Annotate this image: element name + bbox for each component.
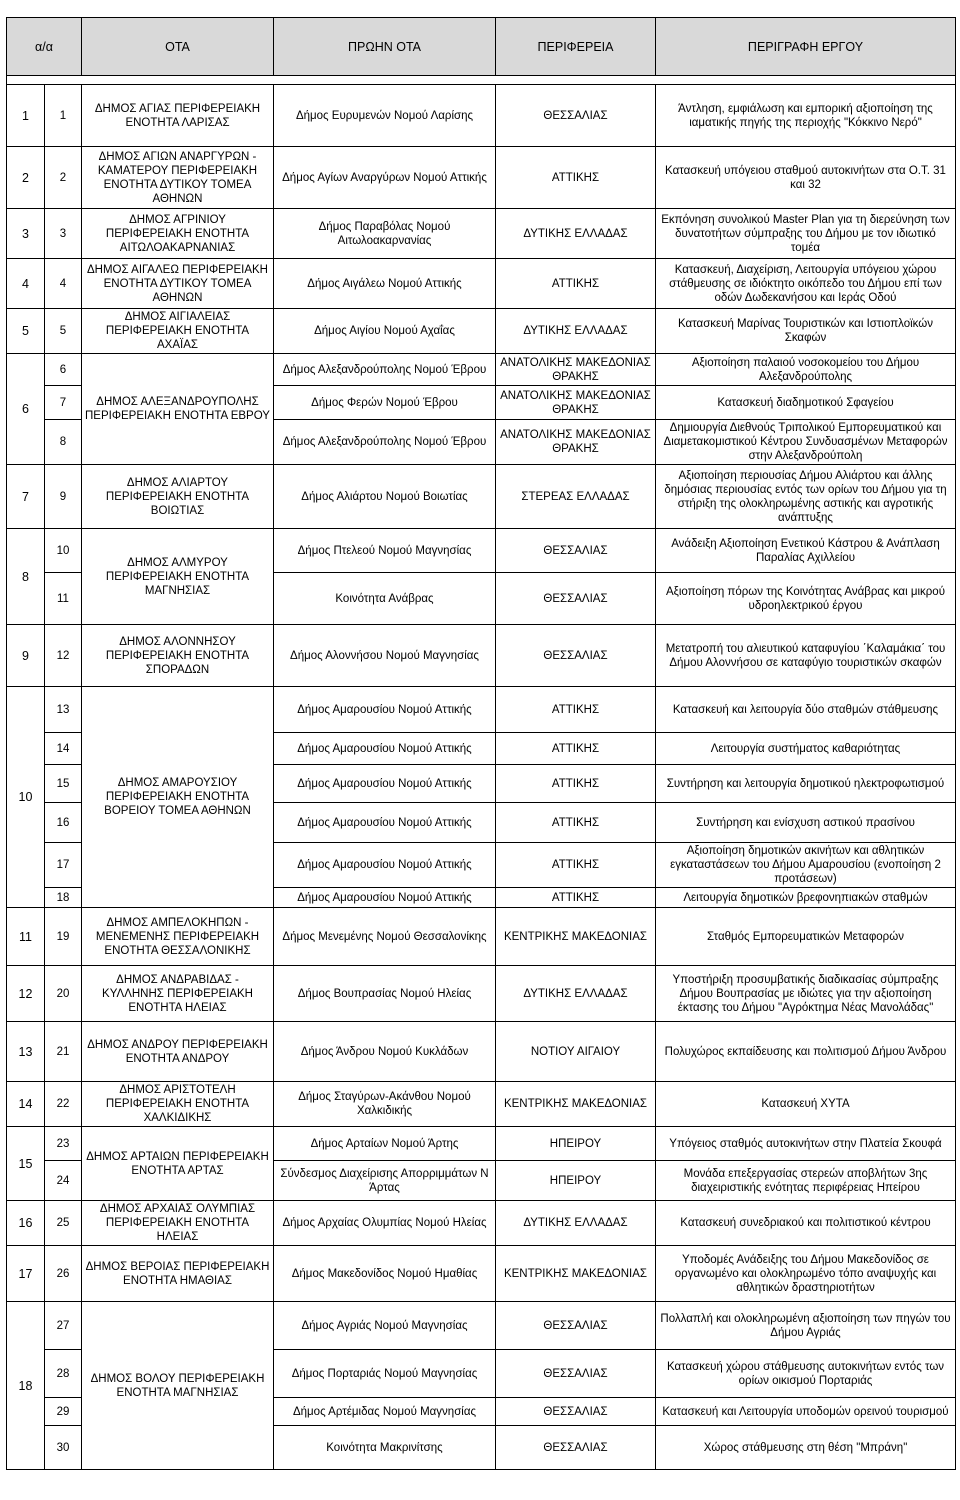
first-ota-cell: Δήμος Αμαρουσίου Νομού Αττικής [274,843,496,888]
region-cell: ΑΤΤΙΚΗΣ [496,147,656,209]
table-row [7,529,956,573]
group-number-cell: 10 [7,687,45,908]
table-row [7,85,956,147]
table-row [7,687,956,733]
region-cell: ΘΕΣΣΑΛΙΑΣ [496,1398,656,1426]
description-cell: Αξιοποίηση παλαιού νοσοκομείου του Δήμου Αλεξανδρούπολης [656,354,956,386]
table-row [7,1201,956,1246]
first-ota-cell: Δήμος Μενεμένης Νομού Θεσσαλονίκης [274,908,496,966]
table-row [7,209,956,259]
first-ota-cell: Δήμος Βουπρασίας Νομού Ηλείας [274,966,496,1022]
region-cell: ΘΕΣΣΑΛΙΑΣ [496,529,656,573]
row-number-cell: 14 [45,733,82,765]
region-cell: ΑΤΤΙΚΗΣ [496,765,656,803]
description-cell: Κατασκευή ΧΥΤΑ [656,1082,956,1127]
row-number-cell: 21 [45,1022,82,1082]
ota-cell: ΔΗΜΟΣ ΒΟΛΟΥ ΠΕΡΙΦΕΡΕΙΑΚΗ ΕΝΟΤΗΤΑ ΜΑΓΝΗΣΙΑΣ [82,1302,274,1470]
table-row [7,259,956,309]
ota-cell: ΔΗΜΟΣ ΑΡΧΑΙΑΣ ΟΛΥΜΠΙΑΣ ΠΕΡΙΦΕΡΕΙΑΚΗ ΕΝΟΤΗΤΑ ΗΛΕΙΑΣ [82,1201,274,1246]
description-cell: Αξιοποίηση πόρων της Κοινότητας Ανάβρας και μικρού υδροηλεκτρικού έργου [656,573,956,625]
row-number-cell: 9 [45,465,82,529]
first-ota-cell: Δήμος Αιγίου Νομού Αχαΐας [274,309,496,354]
region-cell: ΘΕΣΣΑΛΙΑΣ [496,1302,656,1350]
group-number-cell: 15 [7,1127,45,1201]
description-cell: Συντήρηση και ενίσχυση αστικού πρασίνου [656,803,956,843]
first-ota-cell: Δήμος Αρτέμιδας Νομού Μαγνησίας [274,1398,496,1426]
row-number-cell: 8 [45,420,82,465]
group-number-cell: 1 [7,85,45,147]
description-cell: Ανάδειξη Αξιοποίηση Ενετικού Κάστρου & Ανάπλαση Παραλίας Αχιλλείου [656,529,956,573]
ota-cell: ΔΗΜΟΣ ΑΡΙΣΤΟΤΕΛΗ ΠΕΡΙΦΕΡΕΙΑΚΗ ΕΝΟΤΗΤΑ ΧΑΛΚΙΔΙΚΗΣ [82,1082,274,1127]
description-cell: Υπόγειος σταθμός αυτοκινήτων στην Πλατεία Σκουφά [656,1127,956,1161]
group-number-cell: 12 [7,966,45,1022]
group-number-cell: 14 [7,1082,45,1127]
region-cell: ΑΤΤΙΚΗΣ [496,259,656,309]
description-cell: Πολυχώρος εκπαίδευσης και πολιτισμού Δήμου Άνδρου [656,1022,956,1082]
description-cell: Εκπόνηση συνολικού Master Plan για τη διερεύνηση των δυνατοτήτων σύμπραξης του Δήμου με τον ιδιωτικό τομέα [656,209,956,259]
first-ota-cell: Σύνδεσμος Διαχείρισης Απορριμμάτων Ν Άρτας [274,1161,496,1201]
ota-cell: ΔΗΜΟΣ ΑΜΠΕΛΟΚΗΠΩΝ - ΜΕΝΕΜΕΝΗΣ ΠΕΡΙΦΕΡΕΙΑΚΗ ΕΝΟΤΗΤΑ ΘΕΣΣΑΛΟΝΙΚΗΣ [82,908,274,966]
first-ota-cell: Δήμος Αλεξανδρούπολης Νομού Έβρου [274,354,496,386]
row-number-cell: 2 [45,147,82,209]
ota-cell: ΔΗΜΟΣ ΑΜΑΡΟΥΣΙΟΥ ΠΕΡΙΦΕΡΕΙΑΚΗ ΕΝΟΤΗΤΑ ΒΟΡΕΙΟΥ ΤΟΜΕΑ ΑΘΗΝΩΝ [82,687,274,908]
region-cell: ΘΕΣΣΑΛΙΑΣ [496,573,656,625]
row-number-cell: 23 [45,1127,82,1161]
region-cell: ΚΕΝΤΡΙΚΗΣ ΜΑΚΕΔΟΝΙΑΣ [496,908,656,966]
description-cell: Μετατροπή του αλιευτικού καταφυγίου ΄Καλαμάκια΄ του Δήμου Αλοννήσου σε καταφύγιο τουριστικών σκαφών [656,625,956,687]
row-number-cell: 27 [45,1302,82,1350]
region-cell: ΣΤΕΡΕΑΣ ΕΛΛΑΔΑΣ [496,465,656,529]
first-ota-cell: Δήμος Παραβόλας Νομού Αιτωλοακαρνανίας [274,209,496,259]
group-number-cell: 6 [7,354,45,465]
table-header-row [7,18,956,76]
description-cell: Αξιοποίηση περιουσίας Δήμου Αλιάρτου και άλλης δημόσιας περιουσίας εντός των ορίων του Δήμου για τη στήριξη της ολοκληρωμένης αστικής και αγροτικής ανάπτυξης [656,465,956,529]
ota-cell: ΔΗΜΟΣ ΑΝΔΡΟΥ ΠΕΡΙΦΕΡΕΙΑΚΗ ΕΝΟΤΗΤΑ ΑΝΔΡΟΥ [82,1022,274,1082]
table-row [7,1082,956,1127]
description-cell: Λειτουργία δημοτικών βρεφονηπιακών σταθμών [656,888,956,908]
group-number-cell: 3 [7,209,45,259]
row-number-cell: 29 [45,1398,82,1426]
region-cell: ΝΟΤΙΟΥ ΑΙΓΑΙΟΥ [496,1022,656,1082]
description-cell: Άντληση, εμφιάλωση και εμπορική αξιοποίηση της ιαματικής πηγής της περιοχής "Κόκκινο Νερό" [656,85,956,147]
description-cell: Μονάδα επεξεργασίας στερεών αποβλήτων 3ης διαχειριστικής ενότητας περιφέρειας Ηπείρου [656,1161,956,1201]
row-number-cell: 16 [45,803,82,843]
description-cell: Πολλαπλή και ολοκληρωμένη αξιοποίηση των πηγών του Δήμου Αγριάς [656,1302,956,1350]
table-row [7,465,956,529]
group-number-cell: 13 [7,1022,45,1082]
first-ota-cell: Δήμος Φερών Νομού Έβρου [274,386,496,420]
row-number-cell: 15 [45,765,82,803]
group-number-cell: 2 [7,147,45,209]
row-number-cell: 24 [45,1161,82,1201]
row-number-cell: 30 [45,1426,82,1470]
first-ota-cell: Δήμος Σταγύρων-Ακάνθου Νομού Χαλκιδικής [274,1082,496,1127]
ota-cell: ΔΗΜΟΣ ΑΡΤΑΙΩΝ ΠΕΡΙΦΕΡΕΙΑΚΗ ΕΝΟΤΗΤΑ ΑΡΤΑΣ [82,1127,274,1201]
ota-cell: ΔΗΜΟΣ ΑΝΔΡΑΒΙΔΑΣ - ΚΥΛΛΗΝΗΣ ΠΕΡΙΦΕΡΕΙΑΚΗ ΕΝΟΤΗΤΑ ΗΛΕΙΑΣ [82,966,274,1022]
description-cell: Κατασκευή, Διαχείριση, Λειτουργία υπόγειου χώρου στάθμευσης σε ιδιόκτητο οικόπεδο του Δήμου επί των οδών Δωδεκανήσου και Ιεράς Οδού [656,259,956,309]
ota-cell: ΔΗΜΟΣ ΑΙΓΑΛΕΩ ΠΕΡΙΦΕΡΕΙΑΚΗ ΕΝΟΤΗΤΑ ΔΥΤΙΚΟΥ ΤΟΜΕΑ ΑΘΗΝΩΝ [82,259,274,309]
ota-cell: ΔΗΜΟΣ ΑΛΕΞΑΝΔΡΟΥΠΟΛΗΣ ΠΕΡΙΦΕΡΕΙΑΚΗ ΕΝΟΤΗΤΑ ΕΒΡΟΥ [82,354,274,465]
row-number-cell: 6 [45,354,82,386]
header-region: ΠΕΡΙΦΕΡΕΙΑ [496,18,656,76]
group-number-cell: 17 [7,1246,45,1302]
first-ota-cell: Δήμος Πορταριάς Νομού Μαγνησίας [274,1350,496,1398]
header-description: ΠΕΡΙΓΡΑΦΗ ΕΡΓΟΥ [656,18,956,76]
group-number-cell: 11 [7,908,45,966]
first-ota-cell: Δήμος Άνδρου Νομού Κυκλάδων [274,1022,496,1082]
description-cell: Κατασκευή και λειτουργία δύο σταθμών στάθμευσης [656,687,956,733]
group-number-cell: 7 [7,465,45,529]
region-cell: ΑΤΤΙΚΗΣ [496,687,656,733]
region-cell: ΔΥΤΙΚΗΣ ΕΛΛΑΔΑΣ [496,966,656,1022]
first-ota-cell: Δήμος Ευρυμενών Νομού Λαρίσης [274,85,496,147]
row-number-cell: 28 [45,1350,82,1398]
first-ota-cell: Δήμος Μακεδονίδος Νομού Ημαθίας [274,1246,496,1302]
description-cell: Αξιοποίηση δημοτικών ακινήτων και αθλητικών εγκαταστάσεων του Δήμου Αμαρουσίου (ενοποίηση 2 προτάσεων) [656,843,956,888]
row-number-cell: 5 [45,309,82,354]
region-cell: ΘΕΣΣΑΛΙΑΣ [496,1350,656,1398]
first-ota-cell: Δήμος Αμαρουσίου Νομού Αττικής [274,687,496,733]
row-number-cell: 22 [45,1082,82,1127]
table-row [7,354,956,386]
description-cell: Κατασκευή υπόγειου σταθμού αυτοκινήτων στα Ο.Τ. 31 και 32 [656,147,956,209]
region-cell: ΑΤΤΙΚΗΣ [496,888,656,908]
description-cell: Δημιουργία Διεθνούς Τριπολικού Εμπορευματικού και Διαμετακομιστικού Κέντρου Συνδυασμένων Μεταφορών στην Αλεξανδρούπολη [656,420,956,465]
table-row [7,309,956,354]
table-row [7,147,956,209]
header-ota: ΟΤΑ [82,18,274,76]
region-cell: ΑΤΤΙΚΗΣ [496,733,656,765]
first-ota-cell: Κοινότητα Μακρινίτσης [274,1426,496,1470]
group-number-cell: 18 [7,1302,45,1470]
ota-cell: ΔΗΜΟΣ ΑΓΙΑΣ ΠΕΡΙΦΕΡΕΙΑΚΗ ΕΝΟΤΗΤΑ ΛΑΡΙΣΑΣ [82,85,274,147]
region-cell: ΘΕΣΣΑΛΙΑΣ [496,85,656,147]
description-cell: Υποστήριξη προσυμβατικής διαδικασίας σύμπραξης Δήμου Βουπρασίας με ιδιώτες για την αξιοποίηση έκτασης του Δήμου "Αγρόκτημα Νέας Μανολάδας" [656,966,956,1022]
first-ota-cell: Δήμος Αμαρουσίου Νομού Αττικής [274,765,496,803]
table-row [7,966,956,1022]
region-cell: ΑΝΑΤΟΛΙΚΗΣ ΜΑΚΕΔΟΝΙΑΣ ΘΡΑΚΗΣ [496,386,656,420]
first-ota-cell: Δήμος Αρταίων Νομού Άρτης [274,1127,496,1161]
table-row [7,1246,956,1302]
first-ota-cell: Δήμος Αλεξανδρούπολης Νομού Έβρου [274,420,496,465]
table-row [7,1302,956,1350]
region-cell: ΘΕΣΣΑΛΙΑΣ [496,1426,656,1470]
region-cell: ΑΝΑΤΟΛΙΚΗΣ ΜΑΚΕΔΟΝΙΑΣ ΘΡΑΚΗΣ [496,420,656,465]
first-ota-cell: Δήμος Αλιάρτου Νομού Βοιωτίας [274,465,496,529]
row-number-cell: 25 [45,1201,82,1246]
region-cell: ΘΕΣΣΑΛΙΑΣ [496,625,656,687]
ota-cell: ΔΗΜΟΣ ΑΓΡΙΝΙΟΥ ΠΕΡΙΦΕΡΕΙΑΚΗ ΕΝΟΤΗΤΑ ΑΙΤΩΛΟΑΚΑΡΝΑΝΙΑΣ [82,209,274,259]
row-number-cell: 19 [45,908,82,966]
first-ota-cell: Δήμος Αμαρουσίου Νομού Αττικής [274,888,496,908]
row-number-cell: 26 [45,1246,82,1302]
group-number-cell: 16 [7,1201,45,1246]
region-cell: ΑΤΤΙΚΗΣ [496,803,656,843]
description-cell: Λειτουργία συστήματος καθαριότητας [656,733,956,765]
header-first-ota: ΠΡΩΗΝ ΟΤΑ [274,18,496,76]
region-cell: ΔΥΤΙΚΗΣ ΕΛΛΑΔΑΣ [496,1201,656,1246]
region-cell: ΚΕΝΤΡΙΚΗΣ ΜΑΚΕΔΟΝΙΑΣ [496,1246,656,1302]
first-ota-cell: Δήμος Αρχαίας Ολυμπίας Νομού Ηλείας [274,1201,496,1246]
table-row [7,908,956,966]
first-ota-cell: Δήμος Αγίων Αναργύρων Νομού Αττικής [274,147,496,209]
group-number-cell: 4 [7,259,45,309]
row-number-cell: 12 [45,625,82,687]
group-number-cell: 8 [7,529,45,625]
description-cell: Χώρος στάθμευσης στη θέση "Μπράνη" [656,1426,956,1470]
table-row [7,1127,956,1161]
description-cell: Υποδομές Ανάδειξης του Δήμου Μακεδονίδος σε οργανωμένο και ολοκληρωμένο τόπο αναψυχής και αθλητικών δραστηριοτήτων [656,1246,956,1302]
description-cell: Κατασκευή διαδημοτικού Σφαγείου [656,386,956,420]
description-cell: Κατασκευή συνεδριακού και πολιτιστικού κέντρου [656,1201,956,1246]
ota-cell: ΔΗΜΟΣ ΑΛΜΥΡΟΥ ΠΕΡΙΦΕΡΕΙΑΚΗ ΕΝΟΤΗΤΑ ΜΑΓΝΗΣΙΑΣ [82,529,274,625]
first-ota-cell: Δήμος Αιγάλεω Νομού Αττικής [274,259,496,309]
row-number-cell: 10 [45,529,82,573]
region-cell: ΑΝΑΤΟΛΙΚΗΣ ΜΑΚΕΔΟΝΙΑΣ ΘΡΑΚΗΣ [496,354,656,386]
region-cell: ΚΕΝΤΡΙΚΗΣ ΜΑΚΕΔΟΝΙΑΣ [496,1082,656,1127]
row-number-cell: 4 [45,259,82,309]
region-cell: ΑΤΤΙΚΗΣ [496,843,656,888]
region-cell: ΗΠΕΙΡΟΥ [496,1161,656,1201]
row-number-cell: 20 [45,966,82,1022]
region-cell: ΔΥΤΙΚΗΣ ΕΛΛΑΔΑΣ [496,309,656,354]
description-cell: Κατασκευή και Λειτουργία υποδομών ορεινού τουρισμού [656,1398,956,1426]
first-ota-cell: Δήμος Αλοννήσου Νομού Μαγνησίας [274,625,496,687]
table-row [7,625,956,687]
row-number-cell: 1 [45,85,82,147]
first-ota-cell: Κοινότητα Ανάβρας [274,573,496,625]
first-ota-cell: Δήμος Πτελεού Νομού Μαγνησίας [274,529,496,573]
ota-cell: ΔΗΜΟΣ ΒΕΡΟΙΑΣ ΠΕΡΙΦΕΡΕΙΑΚΗ ΕΝΟΤΗΤΑ ΗΜΑΘΙΑΣ [82,1246,274,1302]
row-number-cell: 7 [45,386,82,420]
description-cell: Συντήρηση και λειτουργία δημοτικού ηλεκτροφωτισμού [656,765,956,803]
ota-cell: ΔΗΜΟΣ ΑΛΟΝΝΗΣΟΥ ΠΕΡΙΦΕΡΕΙΑΚΗ ΕΝΟΤΗΤΑ ΣΠΟΡΑΔΩΝ [82,625,274,687]
group-number-cell: 5 [7,309,45,354]
row-number-cell: 3 [45,209,82,259]
row-number-cell: 17 [45,843,82,888]
projects-table [6,17,956,1470]
region-cell: ΔΥΤΙΚΗΣ ΕΛΛΑΔΑΣ [496,209,656,259]
header-aa: α/α [7,18,82,76]
table-row [7,1022,956,1082]
row-number-cell: 13 [45,687,82,733]
first-ota-cell: Δήμος Αγριάς Νομού Μαγνησίας [274,1302,496,1350]
description-cell: Κατασκευή χώρου στάθμευσης αυτοκινήτων εντός των ορίων οικισμού Πορταριάς [656,1350,956,1398]
description-cell: Κατασκευή Μαρίνας Τουριστικών και Ιστιοπλοϊκών Σκαφών [656,309,956,354]
group-number-cell: 9 [7,625,45,687]
description-cell: Σταθμός Εμπορευματικών Μεταφορών [656,908,956,966]
first-ota-cell: Δήμος Αμαρουσίου Νομού Αττικής [274,733,496,765]
row-number-cell: 11 [45,573,82,625]
row-number-cell: 18 [45,888,82,908]
ota-cell: ΔΗΜΟΣ ΑΓΙΩΝ ΑΝΑΡΓΥΡΩΝ - ΚΑΜΑΤΕΡΟΥ ΠΕΡΙΦΕΡΕΙΑΚΗ ΕΝΟΤΗΤΑ ΔΥΤΙΚΟΥ ΤΟΜΕΑ ΑΘΗΝΩΝ [82,147,274,209]
first-ota-cell: Δήμος Αμαρουσίου Νομού Αττικής [274,803,496,843]
region-cell: ΗΠΕΙΡΟΥ [496,1127,656,1161]
ota-cell: ΔΗΜΟΣ ΑΙΓΙΑΛΕΙΑΣ ΠΕΡΙΦΕΡΕΙΑΚΗ ΕΝΟΤΗΤΑ ΑΧΑΪΑΣ [82,309,274,354]
ota-cell: ΔΗΜΟΣ ΑΛΙΑΡΤΟΥ ΠΕΡΙΦΕΡΕΙΑΚΗ ΕΝΟΤΗΤΑ ΒΟΙΩΤΙΑΣ [82,465,274,529]
